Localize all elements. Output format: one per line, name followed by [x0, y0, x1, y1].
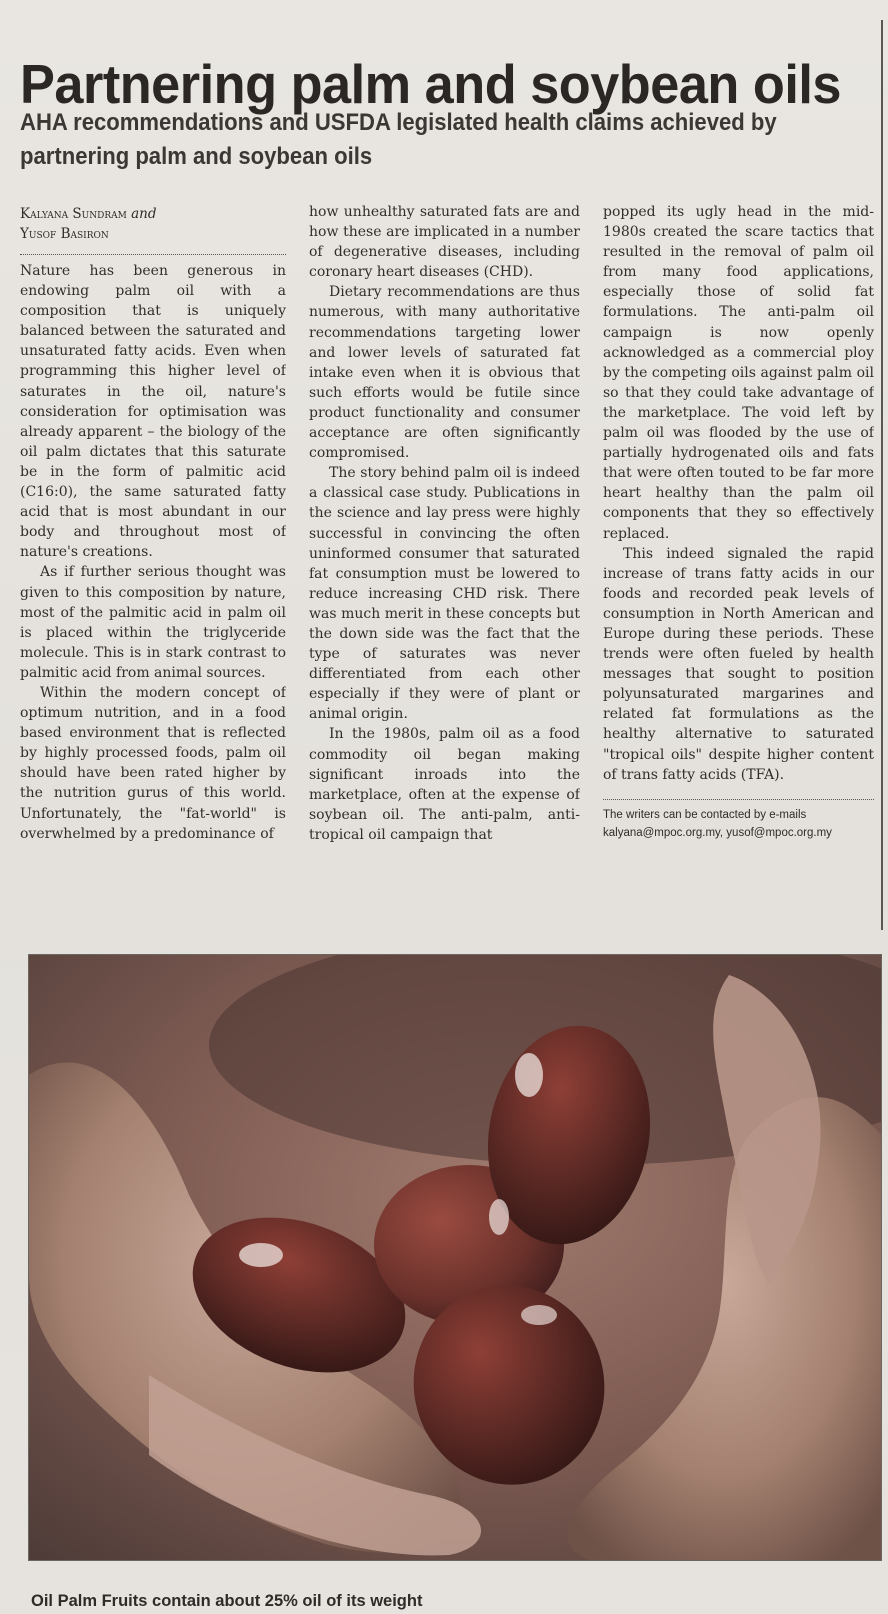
contact-divider: [603, 799, 874, 800]
column-2: [309, 202, 580, 932]
subheadline: AHA recommendations and USFDA legislated health claims achieved by partnering palm and soybean oils: [20, 109, 777, 170]
paragraph: how unhealthy saturated fats are and how these are implicated in a number of degenerative diseases, including coronary heart diseases (CHD).: [309, 204, 580, 281]
contact-info: [603, 806, 874, 842]
contact-emails: kalyana@mpoc.org.my, yusof@mpoc.org.my: [603, 826, 832, 839]
byline: [20, 204, 286, 244]
palm-fruit-photo: [28, 954, 882, 1561]
column-rule: [881, 20, 883, 930]
byline-conjunction: and: [131, 206, 157, 222]
paragraph: In the 1980s, palm oil as a food commodity oil began making significant inroads into the marketplace, often at the expense of soybean oil. The anti-palm, anti-tropical oil campaign that: [309, 726, 580, 843]
paragraph: As if further serious thought was given to this composition by nature, most of the palmitic acid in palm oil is placed within the triglyceride molecule. This is in stark contrast to palmitic acid from animal sources.: [20, 564, 286, 681]
palm-fruit-illustration: [29, 955, 881, 1560]
paragraph: Dietary recommendations are thus numerous, with many authoritative recommendations targeting lower and lower levels of saturated fat intake even when it is obvious that such efforts would be futile since product functionality and consumer acceptance are often significantly compromised.: [309, 284, 580, 462]
paragraph: Nature has been generous in endowing palm oil with a composition that is uniquely balanced between the saturated and unsaturated fatty acids. Even when programming this higher level of saturates in the oil, nature's consideration for optimisation was already apparent – the biology of the oil palm dictates that this saturate be in the form of palmitic acid (C16:0), the same saturated fatty acid that is most abundant in our body and throughout most of nature's creations.: [20, 263, 286, 561]
paragraph: The story behind palm oil is indeed a classical case study. Publications in the science and lay press were highly successful in convincing the often uninformed consumer that saturated fat consumption must be lowered to reduce increasing CHD risk. There was much merit in these concepts but the down side was the fact that the type of saturates was never differentiated from each other especially if they were of plant or animal origin.: [309, 465, 580, 723]
headline: Partnering palm and soybean oils: [20, 52, 842, 115]
photo-caption: Oil Palm Fruits contain about 25% oil of its weight: [31, 1592, 423, 1610]
author-1: Kalyana Sundram: [20, 206, 127, 222]
byline-divider: [20, 254, 286, 255]
paragraph: This indeed signaled the rapid increase of trans fatty acids in our foods and recorded peak levels of consumption in North American and Europe during these periods. These trends were often fueled by health messages that sought to position polyunsaturated margarines and related fat formulations as the healthy alternative to saturated "tropical oils" despite higher content of trans fatty acids (TFA).: [603, 545, 874, 783]
column-1: [20, 204, 286, 934]
paragraph: popped its ugly head in the mid-1980s created the scare tactics that resulted in the removal of palm oil from many food applications, especially those of solid fat formulations. The anti-palm oil campaign is now openly acknowledged as a commercial ploy by the competing oils against palm oil so that they could take advantage of the marketplace. The void left by palm oil was flooded by the use of partially hydrogenated oils and fats that were often touted to be far more heart healthy than the palm oil components that they so effectively replaced.: [603, 204, 874, 542]
paragraph: Within the modern concept of optimum nutrition, and in a food based environment that is reflected by highly processed foods, palm oil should have been rated higher by the nutrition gurus of this world. Unfortunately, the "fat-world" is overwhelmed by a predominance of: [20, 684, 286, 842]
contact-line: The writers can be contacted by e-mails: [603, 808, 807, 821]
column-3: [603, 202, 874, 932]
author-2: Yusof Basiron: [20, 226, 109, 242]
